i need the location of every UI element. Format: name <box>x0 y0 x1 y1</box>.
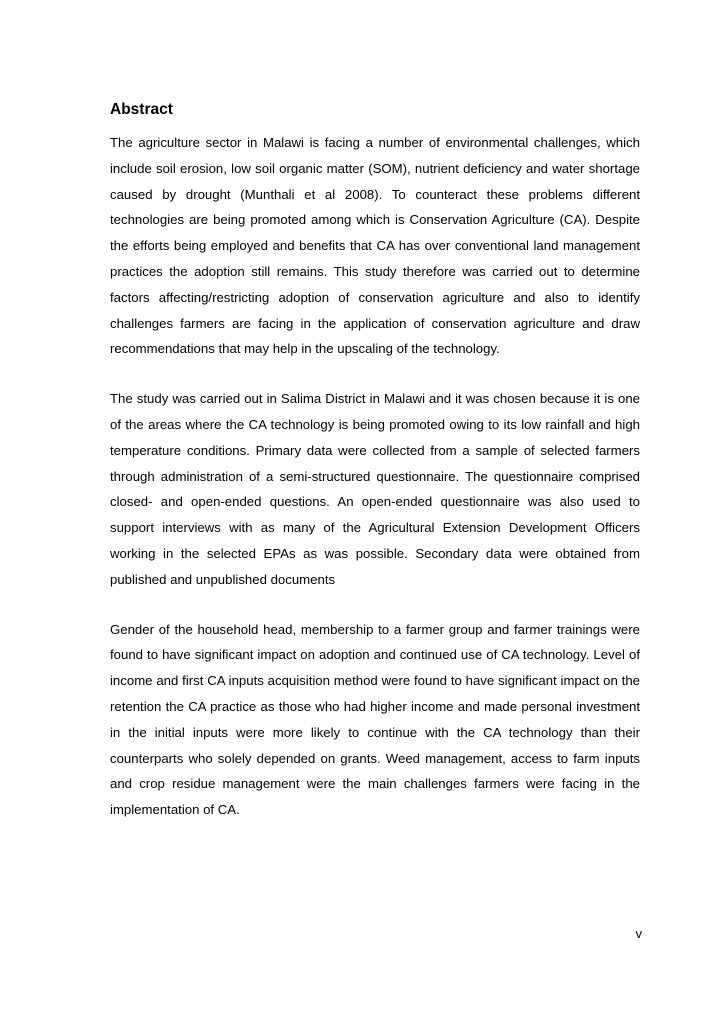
abstract-heading: Abstract <box>110 101 173 118</box>
document-body <box>110 100 640 847</box>
abstract-paragraph-1: The agriculture sector in Malawi is facing a number of environmental challenges, which include soil erosion, low soil organic matter (SOM), nutrient deficiency and water shortage caused by drought (Munthali et al 2008). To counteract these problems different technologies are being promoted among which is Conservation Agriculture (CA). Despite the efforts being employed and benefits that CA has over conventional land management practices the adoption still remains. This study therefore was carried out to determine factors affecting/restricting adoption of conservation agriculture and also to identify challenges farmers are facing in the application of conservation agriculture and draw recommendations that may help in the upscaling of the technology. <box>110 135 640 357</box>
page-number: v <box>635 926 642 941</box>
abstract-paragraph-2: The study was carried out in Salima District in Malawi and it was chosen because it is one of the areas where the CA technology is being promoted owing to its low rainfall and high temperature conditions. Primary data were collected from a sample of selected farmers through administration of a semi-structured questionnaire. The questionnaire comprised closed- and open-ended questions. An open-ended questionnaire was also used to support interviews with as many of the Agricultural Extension Development Officers working in the selected EPAs as was possible. Secondary data were obtained from published and unpublished documents <box>110 391 640 587</box>
abstract-paragraph-3: Gender of the household head, membership to a farmer group and farmer trainings were found to have significant impact on adoption and continued use of CA technology. Level of income and first CA inputs acquisition method were found to have significant impact on the retention the CA practice as those who had higher income and made personal investment in the initial inputs were more likely to continue with the CA technology than their counterparts who solely depended on grants. Weed management, access to farm inputs and crop residue management were the main challenges farmers were facing in the implementation of CA. <box>110 621 640 818</box>
